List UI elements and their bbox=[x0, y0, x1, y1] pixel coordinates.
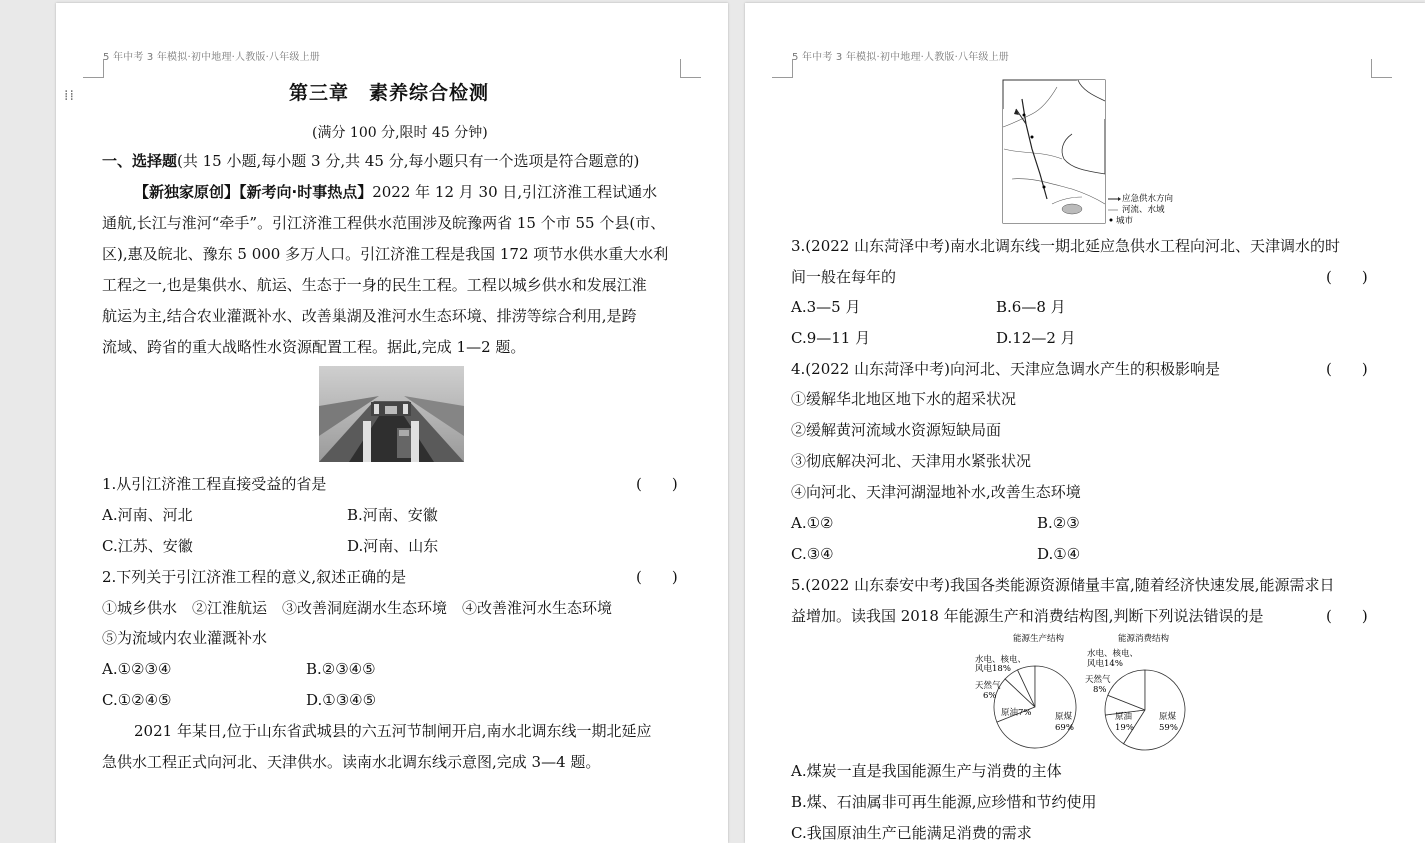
pie-label: 原煤 bbox=[1055, 712, 1073, 722]
pie-label: 天然气 bbox=[1085, 675, 1111, 685]
page-header: 5 年中考 3 年模拟·初中地理·人教版·八年级上册 bbox=[792, 52, 1009, 63]
pie-label: 6% bbox=[983, 691, 997, 701]
q3-option-c: C.9—11 月 bbox=[791, 329, 871, 347]
q4-item: ④向河北、天津河湖湿地补水,改善生态环境 bbox=[791, 483, 1081, 501]
south-north-water-map bbox=[1002, 79, 1174, 226]
passage1-line: 航运为主,结合农业灌溉补水、改善巢湖及淮河水生态环境、排涝等综合利用,是跨 bbox=[102, 307, 637, 325]
q2-option-d: D.①③④⑤ bbox=[306, 691, 377, 709]
q3-stem: 间一般在每年的 bbox=[791, 268, 897, 286]
answer-blank: ( ) bbox=[1326, 360, 1368, 378]
map-legend-label: 河流、水域 bbox=[1122, 205, 1165, 215]
q5-stem: 5.(2022 山东泰安中考)我国各类能源资源储量丰富,随着经济快速发展,能源需求日 bbox=[791, 576, 1335, 594]
page-title: 第三章 素养综合检测 bbox=[289, 82, 490, 104]
crop-mark bbox=[772, 59, 793, 78]
pie-label: 8% bbox=[1093, 685, 1107, 695]
q4-stem: 4.(2022 山东菏泽中考)向河北、天津应急调水产生的积极影响是 bbox=[791, 360, 1220, 378]
pie-label: 水电、核电、 bbox=[975, 655, 1027, 665]
q3-option-a: A.3—5 月 bbox=[791, 298, 861, 316]
question-tags: 【新独家原创】【新考向·时事热点】 bbox=[134, 183, 373, 201]
pie-slices bbox=[1105, 670, 1185, 750]
q2-option-c: C.①②④⑤ bbox=[102, 691, 172, 709]
pie-title: 能源消费结构 bbox=[1118, 634, 1170, 644]
q1-option-c: C.江苏、安徽 bbox=[102, 537, 193, 555]
energy-production-pie bbox=[973, 631, 1083, 756]
pie-title: 能源生产结构 bbox=[1013, 634, 1065, 644]
right-page bbox=[745, 3, 1425, 843]
q5-option-b: B.煤、石油属非可再生能源,应珍惜和节约使用 bbox=[791, 793, 1097, 811]
pie-label: 19% bbox=[1115, 723, 1134, 733]
section-note: (共 15 小题,每小题 3 分,共 45 分,每小题只有一个选项是符合题意的) bbox=[177, 152, 640, 170]
passage1-line: 通航,长江与淮河“牵手”。引江济淮工程供水范围涉及皖豫两省 15 个市 55 个县(市、 bbox=[102, 214, 666, 232]
exam-subtitle: (满分 100 分,限时 45 分钟) bbox=[312, 125, 488, 141]
q3-option-d: D.12—2 月 bbox=[996, 329, 1076, 347]
q3-stem: 3.(2022 山东菏泽中考)南水北调东线一期北延应急供水工程向河北、天津调水的时 bbox=[791, 237, 1340, 255]
pie-label: 风电18% bbox=[975, 664, 1011, 674]
pie-label: 水电、核电、 bbox=[1087, 649, 1139, 659]
crop-mark bbox=[83, 59, 104, 78]
q1-stem: 1.从引江济淮工程直接受益的省是 bbox=[102, 475, 327, 493]
q4-option-d: D.①④ bbox=[1037, 545, 1081, 563]
answer-blank: ( ) bbox=[1326, 268, 1368, 286]
q2-items: ①城乡供水 ②江淮航运 ③改善洞庭湖水生态环境 ④改善淮河水生态环境 bbox=[102, 599, 613, 617]
pie-slices bbox=[994, 666, 1076, 748]
page-header: 5 年中考 3 年模拟·初中地理·人教版·八年级上册 bbox=[103, 52, 320, 63]
passage1-line: 工程之一,也是集供水、航运、生态于一身的民生工程。工程以城乡供水和发展江淮 bbox=[102, 276, 647, 294]
answer-blank: ( ) bbox=[636, 568, 678, 586]
q5-stem: 益增加。读我国 2018 年能源生产和消费结构图,判断下列说法错误的是 bbox=[791, 607, 1264, 625]
q5-option-c: C.我国原油生产已能满足消费的需求 bbox=[791, 824, 1032, 842]
passage1-line: 【新独家原创】【新考向·时事热点】2022 年 12 月 30 日,引江济淮工程试通水 bbox=[134, 183, 658, 201]
q1-option-a: A.河南、河北 bbox=[102, 506, 193, 524]
q5-option-a: A.煤炭一直是我国能源生产与消费的主体 bbox=[791, 762, 1062, 780]
q4-option-c: C.③④ bbox=[791, 545, 834, 563]
answer-blank: ( ) bbox=[636, 475, 678, 493]
q2-option-b: B.②③④⑤ bbox=[306, 660, 376, 678]
pie-label: 风电14% bbox=[1087, 659, 1123, 669]
crop-mark bbox=[1371, 59, 1392, 78]
q2-items: ⑤为流域内农业灌溉补水 bbox=[102, 629, 268, 647]
crop-mark bbox=[680, 59, 701, 78]
passage1-line: 区),惠及皖北、豫东 5 000 多万人口。引江济淮工程是我国 172 项节水供水重大水利 bbox=[102, 245, 669, 263]
drag-handle-icon[interactable]: ⁞⁞ bbox=[64, 88, 75, 104]
q4-item: ②缓解黄河流域水资源短缺局面 bbox=[791, 421, 1002, 439]
pie-label: 69% bbox=[1055, 723, 1074, 733]
pie-label: 原油7% bbox=[1001, 708, 1032, 718]
pie-label: 原煤 bbox=[1159, 712, 1177, 722]
section-heading bbox=[102, 151, 639, 171]
left-page bbox=[56, 3, 728, 843]
q4-item: ①缓解华北地区地下水的超采状况 bbox=[791, 390, 1017, 408]
energy-consumption-pie bbox=[1083, 631, 1193, 756]
canal-photo bbox=[319, 366, 464, 462]
pie-label: 原油 bbox=[1115, 712, 1133, 722]
passage2-line: 急供水工程正式向河北、天津供水。读南水北调东线示意图,完成 3—4 题。 bbox=[102, 753, 601, 771]
q4-option-b: B.②③ bbox=[1037, 514, 1080, 532]
passage1-line: 流域、跨省的重大战略性水资源配置工程。据此,完成 1—2 题。 bbox=[102, 338, 526, 356]
q1-option-d: D.河南、山东 bbox=[347, 537, 439, 555]
q3-option-b: B.6—8 月 bbox=[996, 298, 1066, 316]
passage2-line: 2021 年某日,位于山东省武城县的六五河节制闸开启,南水北调东线一期北延应 bbox=[134, 722, 652, 740]
q2-stem: 2.下列关于引江济淮工程的意义,叙述正确的是 bbox=[102, 568, 407, 586]
map-legend-label: 应急供水方向 bbox=[1122, 194, 1174, 204]
map-legend-label: 城市 bbox=[1116, 216, 1134, 226]
q1-option-b: B.河南、安徽 bbox=[347, 506, 438, 524]
answer-blank: ( ) bbox=[1326, 607, 1368, 625]
pie-label: 59% bbox=[1159, 723, 1178, 733]
pie-label: 天然气 bbox=[975, 681, 1001, 691]
section-title: 一、选择题 bbox=[102, 152, 178, 170]
q4-item: ③彻底解决河北、天津用水紧张状况 bbox=[791, 452, 1032, 470]
q2-option-a: A.①②③④ bbox=[102, 660, 172, 678]
q4-option-a: A.①② bbox=[791, 514, 834, 532]
